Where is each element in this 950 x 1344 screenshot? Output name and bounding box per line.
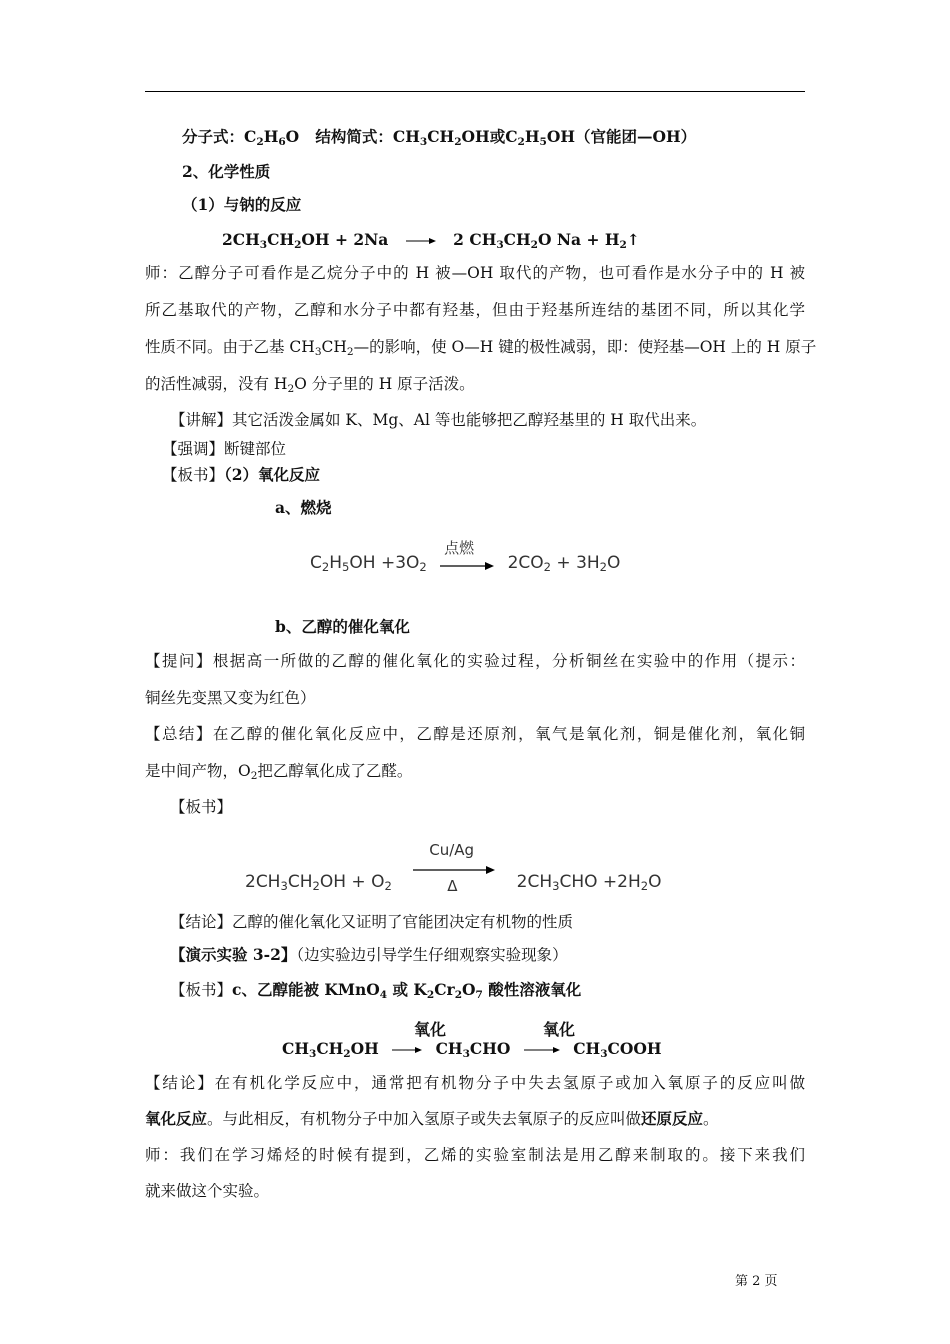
reaction-arrow xyxy=(438,560,496,572)
catalytic-heading: b、乙醇的催化氧化 xyxy=(275,617,410,636)
combustion-equation: $C_2H_5OH +3O_2$ 点燃 $2CO_2 + 3H_2O$ xyxy=(310,539,621,575)
formula-line: 分子式：$C_2H_6O$ 结构简式：$CH_3CH_2OH$或$C_2H_5OH$（官能团—OH） xyxy=(182,127,697,148)
demo-line: 【演示实验 3-2】（边实验边引导学生仔细观察实验现象） xyxy=(170,945,568,964)
arrow-heat: Δ xyxy=(447,877,458,895)
struct-label: 结构简式： xyxy=(315,127,393,146)
summary-line: 是中间产物，$O_2$把乙醇氧化成了乙醛。 xyxy=(145,762,413,782)
header-rule xyxy=(145,91,805,92)
teacher-line: 师：我们在学习烯烃的时候有提到，乙烯的实验室制法是用乙醇来制取的。接下来我们 xyxy=(145,1146,805,1164)
board-line: 【板书】 xyxy=(170,798,233,816)
explain-line: 【讲解】其它活泼金属如 K、Mg、Al 等也能够把乙醇羟基里的 H 取代出来。 xyxy=(170,411,707,429)
reaction-arrow xyxy=(404,236,438,246)
emphasis-line: 【强调】断键部位 xyxy=(162,440,287,458)
paragraph-line: 性质不同。由于乙基 $CH_3CH_2—$的影响，使 O—H 键的极性减弱，即：使羟基—OH 上的 H 原子 xyxy=(145,338,817,358)
arrow-condition: 点燃 xyxy=(444,539,475,557)
paragraph-line: 师：乙醇分子可看作是乙烷分子中的 H 被—OH 取代的产物，也可看作是水分子中的 H 被 xyxy=(145,264,805,282)
section-heading: 2、化学性质 xyxy=(182,162,271,181)
question-line: 铜丝先变黑又变为红色） xyxy=(145,689,316,707)
question-line: 【提问】根据高一所做的乙醇的催化氧化的实验过程，分析铜丝在实验中的作用（提示： xyxy=(145,652,805,670)
subsection-heading: （1）与钠的反应 xyxy=(182,195,302,214)
formula-label: 分子式： xyxy=(182,127,245,146)
reaction-arrow xyxy=(411,864,497,876)
arrow-catalyst: Cu/Ag xyxy=(429,841,475,859)
reaction-arrow xyxy=(522,1045,562,1055)
sodium-equation: $2CH_3CH_2OH + 2Na$ 2 $CH_3CH_2O$ $Na + H_2↑$ xyxy=(222,230,640,251)
page-number: 第 2 页 xyxy=(735,1274,778,1289)
paragraph-line: 所乙基取代的产物，乙醇和水分子中都有羟基，但由于羟基所连结的基团不同，所以其化学 xyxy=(145,301,805,319)
conclusion-line: 【结论】乙醇的催化氧化又证明了官能团决定有机物的性质 xyxy=(170,913,574,931)
reaction-arrow xyxy=(390,1045,424,1055)
oxidation-chain: $CH_3CH_2OH$ $CH_3CHO$ $CH_3COOH$ xyxy=(282,1039,662,1060)
summary-line: 【总结】在乙醇的催化氧化反应中，乙醇是还原剂，氧气是氧化剂，铜是催化剂，氧化铜 xyxy=(145,725,805,743)
conclusion-line: 氧化反应。与此相反，有机物分子中加入氢原子或失去氧原子的反应叫做还原反应。 xyxy=(145,1109,719,1128)
catalytic-equation: $2CH_3CH_2OH + O_2$ Cu/Ag Δ $2CH_3CHO +2H_2O$ xyxy=(245,841,662,895)
oxidation-label: 氧化 xyxy=(543,1020,576,1039)
conclusion-line: 【结论】在有机化学反应中，通常把有机物分子中失去氢原子或加入氧原子的反应叫做 xyxy=(145,1074,805,1092)
paragraph-line: 的活性减弱，没有 $H_2O$ 分子里的 H 原子活泼。 xyxy=(145,375,475,395)
teacher-line: 就来做这个实验。 xyxy=(145,1182,270,1200)
board-line: 【板书】c、乙醇能被 KMnO$_4$ 或 $K_2Cr_2O_7$ 酸性溶液氧化 xyxy=(170,980,582,1001)
oxidation-label: 氧化 xyxy=(414,1020,447,1039)
board-line: 【板书】（2）氧化反应 xyxy=(162,465,321,484)
combustion-heading: a、燃烧 xyxy=(275,498,332,517)
